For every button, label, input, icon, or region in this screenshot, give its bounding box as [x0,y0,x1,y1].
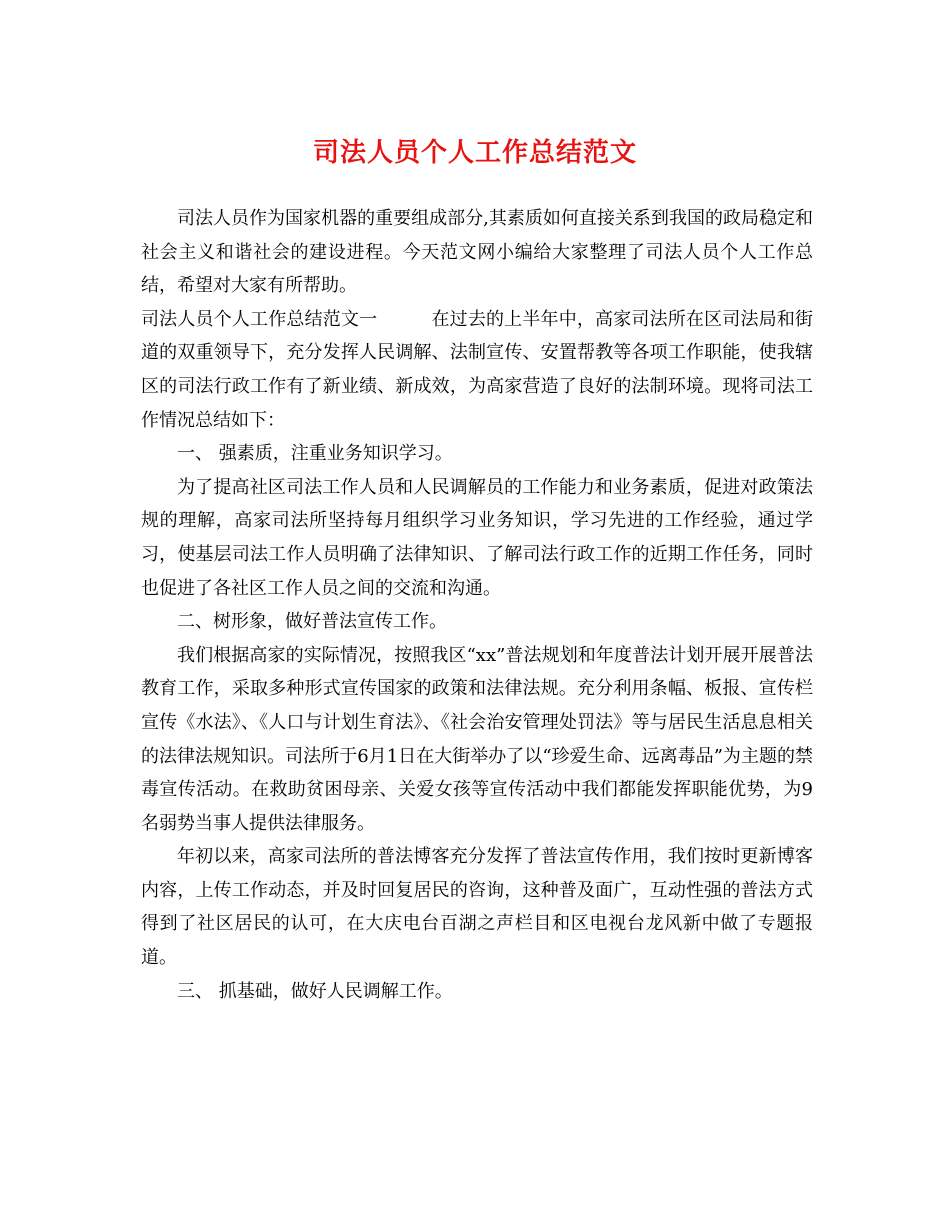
subheading-one: 一、 强素质，注重业务知识学习。 [177,443,453,465]
subheading-three: 三、 抓基础，做好人民调解工作。 [177,980,453,1002]
study-paragraph: 为了提高社区司法工作人员和人民调解员的工作能力和业务素质，促进对政策法规的理解，高家司法所坚持每月组织学习业务知识，学习先进的工作经验，通过学习，使基层司法工作人员明确了法律知识、了解司法行政工作的近期工作任务，同时也促进了各社区工作人员之间的交流和沟通。 [141,476,813,599]
intro-paragraph: 司法人员作为国家机器的重要组成部分,其素质如何直接关系到我国的政局稳定和社会主义和谐社会的建设进程。今天范文网小编给大家整理了司法人员个人工作总结，希望对大家有所帮助。 [141,208,813,297]
subheading-two: 二、树形象，做好普法宣传工作。 [177,611,447,633]
section-one-text: 在过去的上半年中，高家司法所在区司法局和街道的双重领导下，充分发挥人民调解、法制宣传、安置帮教等各项工作职能，使我辖区的司法行政工作有了新业绩、新成效，为高家营造了良好的法制环境。现将司法工作情况总结如下： [141,308,814,431]
section-one-paragraph [141,303,813,437]
document-body [141,202,813,1008]
document-title: 司法人员个人工作总结范文 [312,138,637,168]
publicity-paragraph: 我们根据高家的实际情况，按照我区“xx”普法规划和年度普法计划开展开展普法教育工作，采取多种形式宣传国家的政策和法律法规。充分利用条幅、板报、宣传栏宣传《水法》、《人口与计划生育法》、《社会治安管理处罚法》等与居民生活息息相关的法律法规知识。司法所于6月1日在大街举办了以“珍爱生命、远离毒品”为主题的禁毒宣传活动。在救助贫困母亲、关爱女孩等宣传活动中我们都能发挥职能优势，为9名弱势当事人提供法律服务。 [141,644,813,834]
section-heading: 司法人员个人工作总结范文一 [141,308,378,330]
blog-paragraph: 年初以来，高家司法所的普法博客充分发挥了普法宣传作用，我们按时更新博客内容，上传工作动态，并及时回复居民的咨询，这种普及面广，互动性强的普法方式得到了社区居民的认可，在大庆电台百湖之声栏目和区电视台龙风新中做了专题报道。 [141,846,813,969]
